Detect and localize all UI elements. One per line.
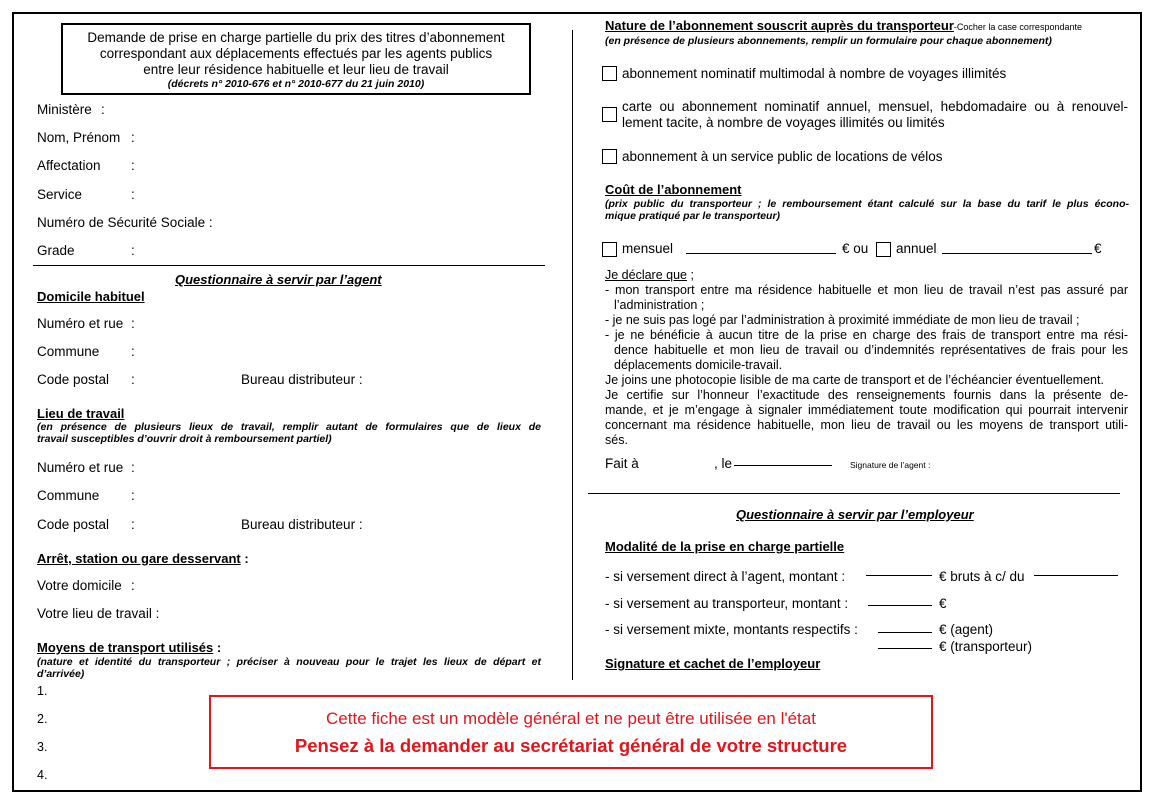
declaration-bullet-3-line-3: déplacements domicile-travail. [614, 358, 783, 372]
moyens-heading-suffix: : [213, 640, 222, 655]
declaration-photocopie: Je joins une photocopie lisible de ma carte de transport et de l’échéancier éventuellement. [605, 373, 1104, 387]
versement-mixte-transporteur-field[interactable] [878, 648, 932, 649]
declaration-certifie-line-1: Je certifie sur l’honneur l’exactitude des renseignements fournis dans la présente de- [605, 388, 1128, 402]
employeur-questionnaire-title: Questionnaire à servir par l’employeur [736, 507, 974, 522]
arret-lieu-label: Votre lieu de travail : [37, 606, 160, 621]
cout-annuel-checkbox[interactable] [876, 242, 891, 257]
moyens-item-1: 1. [37, 684, 48, 698]
abonnement-heading-text: Nature de l’abonnement souscrit auprès du transporteur [605, 18, 954, 33]
versement-mixte-transporteur-suffix: € (transporteur) [939, 639, 1033, 654]
declaration-intro-text: Je déclare que [605, 268, 688, 282]
lieu-numero-label: Numéro et rue [37, 460, 124, 475]
cout-note [605, 198, 1129, 222]
affectation-colon: : [131, 158, 135, 173]
date-field[interactable] [734, 465, 832, 466]
versement-transporteur-label: - si versement au transporteur, montant : [605, 596, 849, 611]
moyens-item-3: 3. [37, 740, 48, 754]
abonnement-multimodal-checkbox[interactable] [602, 66, 617, 81]
abonnement-carte-line-2: lement tacite, à nombre de voyages illimités ou limités [622, 115, 945, 130]
cout-note-line-2: mique pratiqué par le transporteur) [605, 210, 781, 222]
arret-heading-suffix: : [240, 551, 249, 566]
cout-annuel-label: annuel [896, 241, 937, 256]
grade-label: Grade [37, 243, 75, 258]
decrees-reference: (décrets n° 2010-676 et n° 2010-677 du 21 juin 2010) [167, 78, 425, 90]
signature-employeur-heading: Signature et cachet de l’employeur [605, 656, 821, 671]
moyens-note [37, 656, 541, 680]
declaration-certifie-line-2: mande, et je m’engage à signaler immédiatement toute modification qui pourrait intervenir [605, 403, 1128, 417]
title-line-2: correspondant aux déplacements effectués par les agents publics [99, 46, 493, 61]
cout-euro: € [1094, 241, 1102, 256]
domicile-commune-colon: : [131, 344, 135, 359]
versement-mixte-label: - si versement mixte, montants respectifs : [605, 622, 858, 637]
moyens-heading-text: Moyens de transport utilisés [37, 640, 214, 655]
moyens-note-line-1: (nature et identité du transporteur ; préciser à nouveau pour le trajet les lieux de départ et [37, 656, 541, 668]
versement-direct-suffix: € bruts à c/ du [939, 569, 1025, 584]
title-line-1: Demande de prise en charge partielle du prix des titres d’abonnement [87, 30, 505, 45]
lieu-numero-colon: : [131, 460, 135, 475]
cout-mensuel-checkbox[interactable] [602, 242, 617, 257]
declaration-bullet-3-line-2: dence habituelle et mon lieu de travail ou d’indemnités représentatives de frais pour les [614, 343, 1128, 357]
declaration-bullet-1-line-1: - mon transport entre ma résidence habituelle et mon lieu de travail n’est pas assuré par [605, 283, 1128, 297]
cout-annuel-field[interactable] [942, 253, 1092, 254]
abonnement-multimodal-label: abonnement nominatif multimodal à nombre de voyages illimités [622, 66, 1007, 81]
agent-questionnaire-title: Questionnaire à servir par l’agent [175, 272, 382, 287]
versement-direct-field[interactable] [866, 575, 932, 576]
affectation-label: Affectation [37, 158, 101, 173]
cout-note-line-1: (prix public du transporteur ; le remboursement étant calculé sur la base du tarif le plus écono- [605, 198, 1129, 210]
warning-line-1: Cette fiche est un modèle général et ne peut être utilisée en l'état [326, 709, 816, 728]
declaration-intro-suffix: ; [687, 268, 694, 282]
domicile-numero-label: Numéro et rue [37, 316, 124, 331]
versement-transporteur-suffix: € [939, 596, 947, 611]
abonnement-velo-label: abonnement à un service public de locations de vélos [622, 149, 943, 164]
cout-mensuel-label: mensuel [622, 241, 674, 256]
domicile-numero-colon: : [131, 316, 135, 331]
title-line-3: entre leur résidence habituelle et leur lieu de travail [143, 62, 449, 77]
abonnement-heading [605, 18, 1082, 33]
lieu-travail-note [37, 421, 541, 445]
domicile-bureau-label: Bureau distributeur : [241, 372, 363, 387]
signature-agent-label: Signature de l’agent : [850, 460, 931, 470]
ministere-colon: : [101, 102, 105, 117]
employeur-divider [588, 493, 1120, 494]
lieu-commune-label: Commune [37, 488, 100, 503]
warning-box [209, 695, 933, 769]
domicile-code-postal-colon: : [131, 372, 135, 387]
moyens-note-line-2: d’arrivée) [37, 668, 85, 680]
arret-heading-text: Arrêt, station ou gare desservant [37, 551, 241, 566]
declaration-bullet-1-line-2: l’administration ; [614, 298, 705, 312]
moyens-item-4: 4. [37, 768, 48, 782]
versement-mixte-agent-field[interactable] [878, 632, 932, 633]
secu-label: Numéro de Sécurité Sociale : [37, 215, 213, 230]
domicile-commune-label: Commune [37, 344, 100, 359]
abonnement-velo-checkbox[interactable] [602, 149, 617, 164]
versement-transporteur-field[interactable] [868, 605, 932, 606]
declaration-certifie-line-4: sés. [605, 433, 628, 447]
nom-prenom-label: Nom, Prénom [37, 130, 121, 145]
versement-direct-label: - si versement direct à l’agent, montant : [605, 569, 846, 584]
domicile-code-postal-label: Code postal [37, 372, 110, 387]
ministere-label: Ministère [37, 102, 92, 117]
column-separator [572, 30, 573, 680]
nom-colon: : [131, 130, 135, 145]
moyens-item-2: 2. [37, 712, 48, 726]
abonnement-carte-line-1: carte ou abonnement nominatif annuel, mensuel, hebdomadaire ou à renouvel- [622, 99, 1128, 114]
date-le-label: , le [714, 456, 733, 471]
abonnement-carte-label [622, 99, 1128, 131]
modalite-heading: Modalité de la prise en charge partielle [605, 539, 845, 554]
warning-line-2: Pensez à la demander au secrétariat général de votre structure [294, 735, 848, 756]
versement-direct-compte-field[interactable] [1034, 575, 1118, 576]
form-title-box [61, 23, 531, 95]
service-label: Service [37, 187, 83, 202]
cout-euro-ou: € ou [842, 241, 869, 256]
cout-heading: Coût de l’abonnement [605, 182, 742, 197]
arret-domicile-colon: : [131, 578, 135, 593]
lieu-note-line-2: travail susceptibles d’ouvrir droit à remboursement partiel) [37, 433, 332, 445]
abonnement-note: (en présence de plusieurs abonnements, remplir un formulaire pour chaque abonnement) [605, 35, 1052, 47]
moyens-heading [37, 640, 221, 655]
domicile-heading: Domicile habituel [37, 289, 145, 304]
declaration-intro [605, 268, 694, 283]
versement-mixte-agent-suffix: € (agent) [939, 622, 994, 637]
service-colon: : [131, 187, 135, 202]
arret-domicile-label: Votre domicile [37, 578, 122, 593]
lieu-travail-heading: Lieu de travail [37, 406, 125, 421]
declaration-bullet-2: - je ne suis pas logé par l’administration à proximité immédiate de mon lieu de travail ; [605, 313, 1080, 327]
cout-mensuel-field[interactable] [686, 253, 836, 254]
arret-heading [37, 551, 249, 566]
grade-colon: : [131, 243, 135, 258]
abonnement-heading-hint: -Cocher la case correspondante [953, 22, 1082, 32]
declaration-certifie-line-3: concernant ma résidence habituelle, mon lieu de travail ou les moyens de transport utili- [605, 418, 1128, 432]
lieu-code-postal-label: Code postal [37, 517, 110, 532]
fait-a-label: Fait à [605, 456, 639, 471]
lieu-commune-colon: : [131, 488, 135, 503]
lieu-bureau-label: Bureau distributeur : [241, 517, 363, 532]
declaration-bullet-3-line-1: - je ne bénéficie à aucun titre de la prise en charge des frais de transport entre ma rési- [605, 328, 1128, 342]
declaration-body [605, 283, 1128, 448]
abonnement-carte-checkbox[interactable] [602, 107, 617, 122]
agent-divider [33, 265, 545, 266]
lieu-code-postal-colon: : [131, 517, 135, 532]
lieu-note-line-1: (en présence de plusieurs lieux de travail, remplir autant de formulaires que de lieux de [37, 421, 541, 433]
